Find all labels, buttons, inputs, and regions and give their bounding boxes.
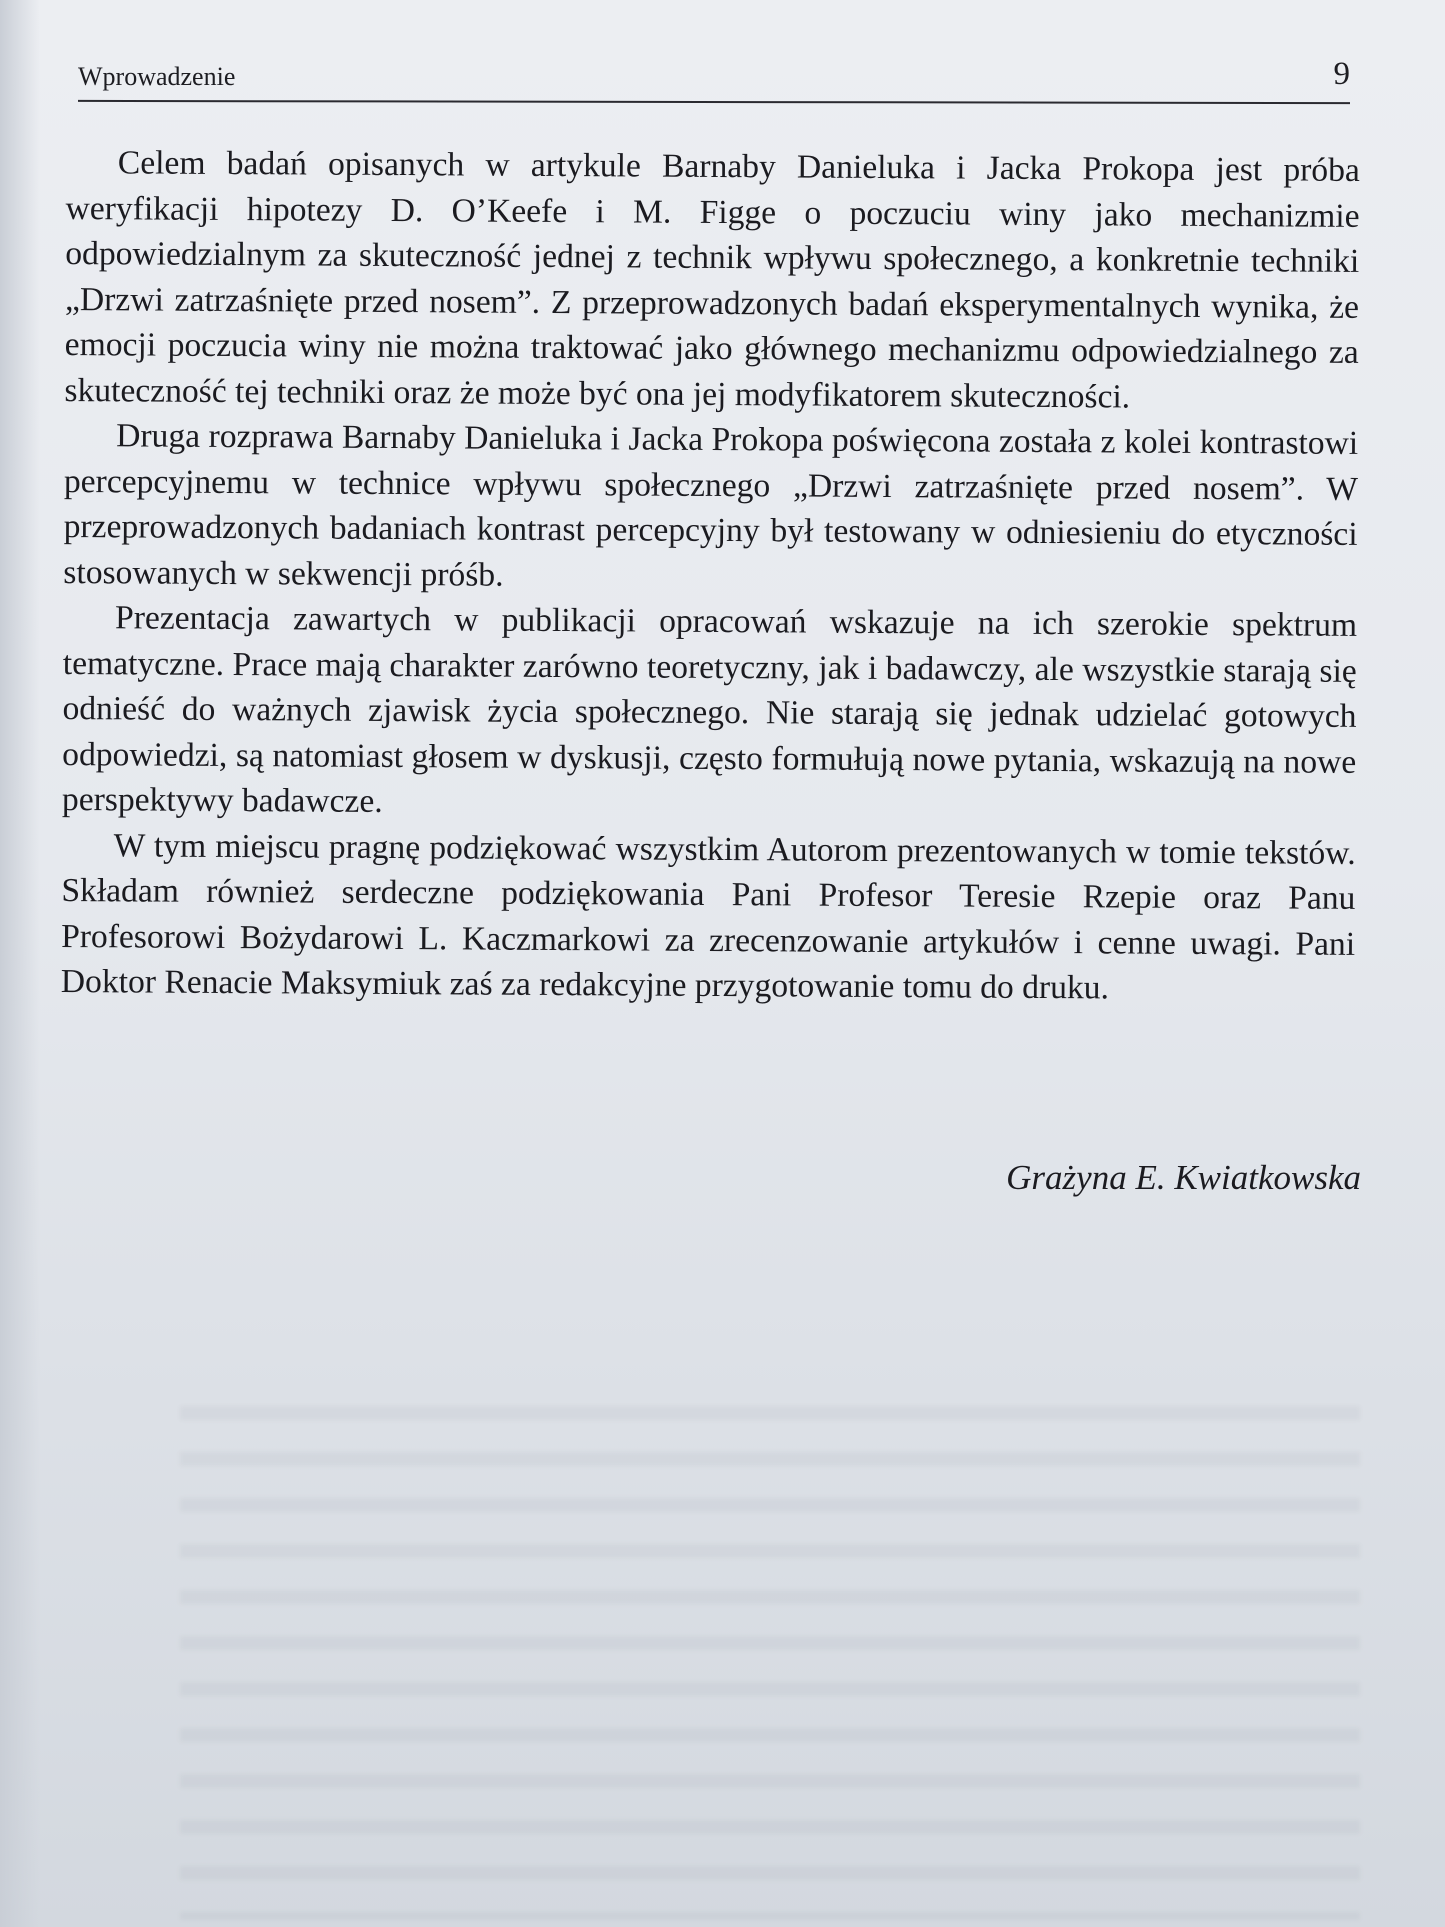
author-signature: Grażyna E. Kwiatkowska: [1006, 1158, 1361, 1197]
show-through-text: [180, 1380, 1360, 1920]
paragraph: Druga rozprawa Barnaby Danieluka i Jacka Prokopa poświęcona została z kolei kontrastowi percepcyjnemu w technice wpływu społecznego „Drzwi zatrzaśnięte przed nosem”. W przeprowadzonych badaniach kontrast percepcyjny był testowany w odniesieniu do etyczności stosowanych w sekwencji próśb.: [63, 417, 1359, 594]
header-rule: [78, 100, 1350, 104]
running-head: Wprowadzenie: [78, 62, 236, 91]
page-number: 9: [1333, 56, 1350, 92]
page-gutter-shadow: [0, 0, 40, 1927]
paragraph: W tym miejscu pragnę podziękować wszystkim Autorom prezentowanych w tomie tekstów. Składam również serdeczne podziękowania Pani Profesor Teresie Rzepie oraz Panu Profesorowi Bożydarowi L. Kaczmarkowi za zrecenzowanie artykułów i cenne uwagi. Pani Doktor Renacie Maksymiuk zaś za redakcyjne przygotowanie tomu do druku.: [60, 826, 1356, 1007]
paragraph: Celem badań opisanych w artykule Barnaby Danieluka i Jacka Prokopa jest próba weryfikacji hipotezy D. O’Keefe i M. Figge o poczuciu winy jako mechanizmie odpowiedzialnym za skuteczność jednej z technik wpływu społecznego, a konkretnie techniki „Drzwi zatrzaśnięte przed nosem”. Z przeprowadzonych badań eksperymentalnych wynika, że emocji poczucia winy nie można traktować jako głównego mechanizmu odpowiedzialnego za skuteczność tej techniki oraz że może być ona jej modyfikatorem skuteczności.: [64, 144, 1360, 416]
paragraph: Prezentacja zawartych w publikacji opracowań wskazuje na ich szerokie spektrum tematyczne. Prace mają charakter zarówno teoretyczny, jak i badawczy, ale wszystkie starają się odnieść do ważnych zjawisk życia społecznego. Nie starają się jednak udzielać gotowych odpowiedzi, są natomiast głosem w dyskusji, często formułują nowe pytania, wskazują na nowe perspektywy badawcze.: [61, 599, 1358, 820]
body-text: [61, 140, 1360, 1012]
page-header: [78, 56, 1350, 98]
